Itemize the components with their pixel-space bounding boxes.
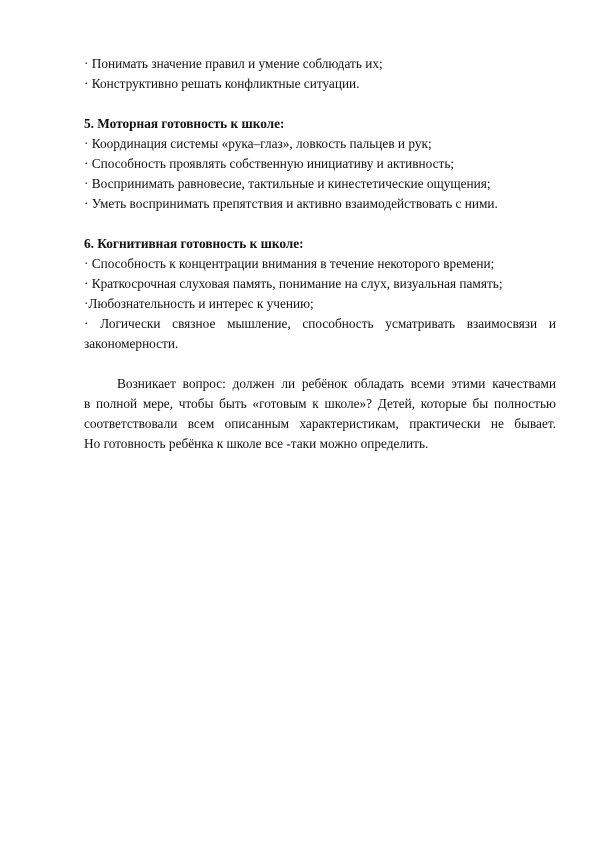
- section-heading-cognitive: 6. Когнитивная готовность к школе:: [84, 236, 304, 251]
- list-item: · Координация системы «рука–глаз», ловкость пальцев и рук;: [84, 136, 432, 151]
- list-item-multiline: [84, 314, 556, 354]
- spacer: [84, 94, 556, 114]
- paragraph-line: в полной мере, чтобы быть «готовым к школе»? Детей, которые бы полностью: [84, 396, 556, 411]
- spacer: [84, 214, 556, 234]
- list-item: · Воспринимать равновесие, тактильные и кинестетические ощущения;: [84, 176, 491, 191]
- list-item: ·Любознательность и интерес к учению;: [84, 296, 314, 311]
- paragraph-line: Но готовность ребёнка к школе все -таки можно определить.: [84, 436, 429, 451]
- list-item-line: · Логически связное мышление, способность усматривать взаимосвязи и: [84, 316, 556, 331]
- list-item: · Способность к концентрации внимания в течение некоторого времени;: [84, 256, 495, 271]
- spacer: [84, 354, 556, 374]
- document-page: [84, 54, 556, 454]
- list-item: · Краткосрочная слуховая память, понимание на слух, визуальная память;: [84, 276, 503, 291]
- list-item: · Уметь воспринимать препятствия и активно взаимодействовать с ними.: [84, 196, 498, 211]
- paragraph-line: соответствовали всем описанным характеристикам, практически не бывает.: [84, 416, 556, 431]
- list-item-line: закономерности.: [84, 336, 179, 351]
- section-heading-motor: 5. Моторная готовность к школе:: [84, 116, 285, 131]
- list-item: · Понимать значение правил и умение соблюдать их;: [84, 56, 383, 71]
- list-item: · Способность проявлять собственную инициативу и активность;: [84, 156, 455, 171]
- conclusion-paragraph: [84, 374, 556, 454]
- paragraph-line: Возникает вопрос: должен ли ребёнок обладать всеми этими качествами: [117, 376, 556, 391]
- list-item: · Конструктивно решать конфликтные ситуации.: [84, 76, 360, 91]
